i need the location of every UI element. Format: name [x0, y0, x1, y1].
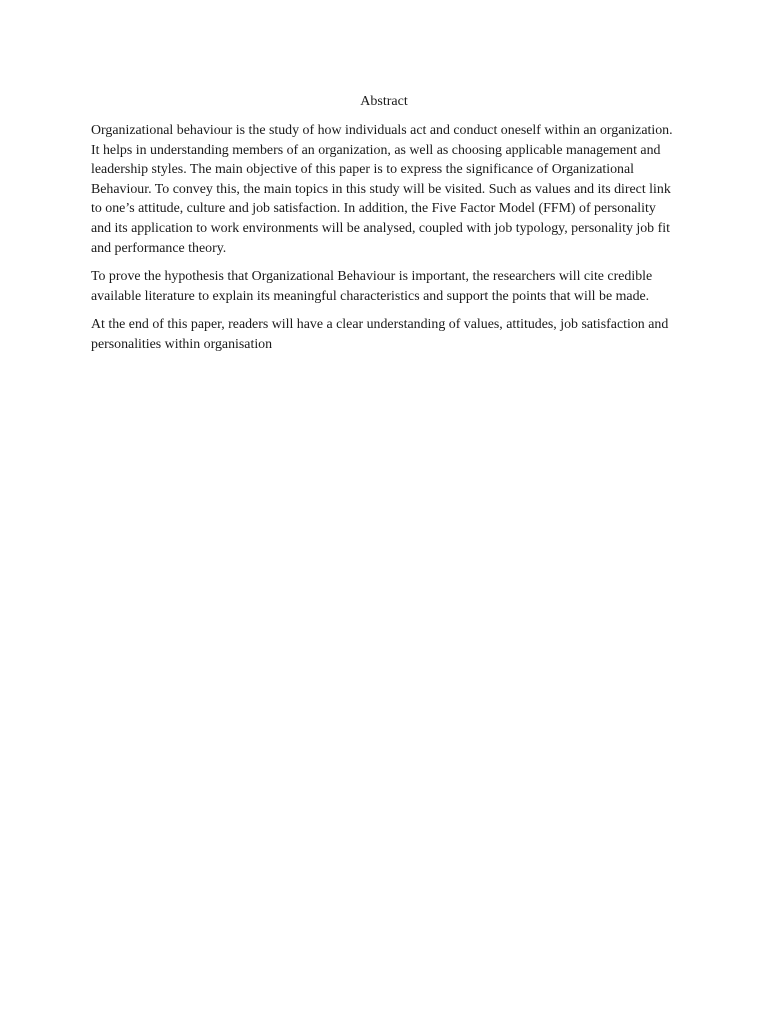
document-page — [91, 92, 677, 364]
abstract-paragraph-2: To prove the hypothesis that Organizational Behaviour is important, the researchers will cite credible available literature to explain its meaningful characteristics and support the points that will be made. — [91, 269, 653, 304]
abstract-paragraph-1: Organizational behaviour is the study of how individuals act and conduct oneself within an organization. It helps in understanding members of an organization, as well as choosing applicable management and leadership styles. The main objective of this paper is to express the significance of Organizational Behaviour. To convey this, the main topics in this study will be visited. Such as values and its direct link to one’s attitude, culture and job satisfaction. In addition, the Five Factor Model (FFM) of personality and its application to work environments will be analysed, coupled with job typology, personality job fit and performance theory. — [91, 123, 673, 256]
abstract-title: Abstract — [360, 94, 408, 109]
abstract-paragraph-3: At the end of this paper, readers will have a clear understanding of values, attitudes, job satisfaction and personalities within organisation — [91, 317, 669, 352]
